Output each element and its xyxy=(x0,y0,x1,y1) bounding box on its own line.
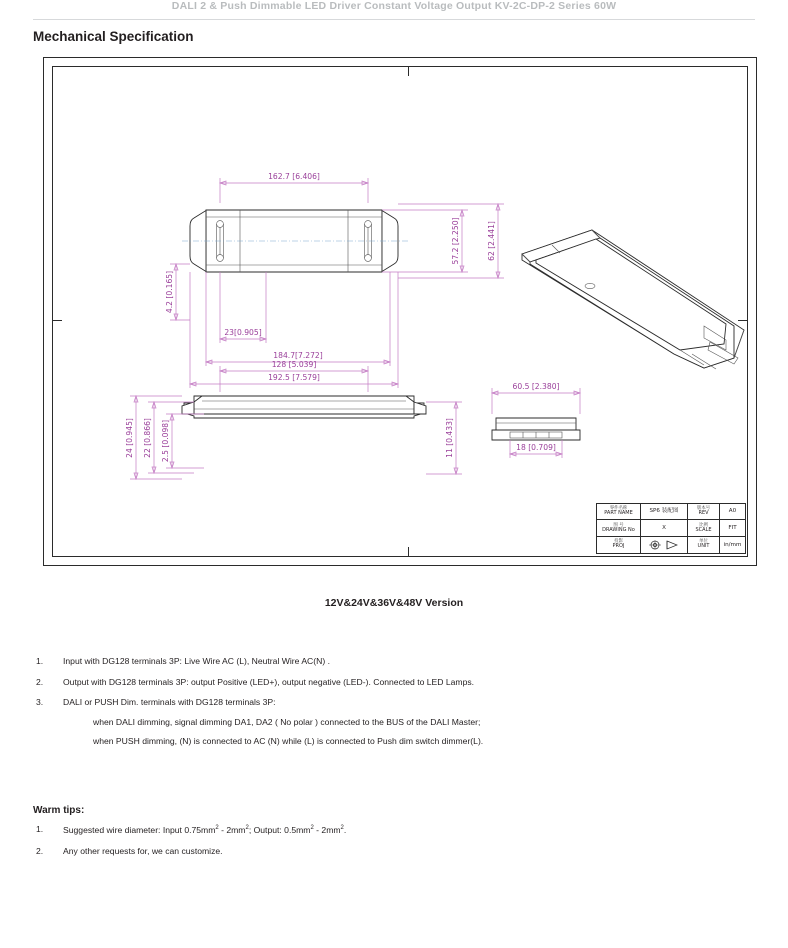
svg-text:57.2 [2.250]: 57.2 [2.250] xyxy=(451,217,460,265)
side-view-body xyxy=(182,396,426,418)
rev-value: A0 xyxy=(728,508,737,515)
tip-text-suffix: . xyxy=(343,824,347,835)
title-block-rev-label xyxy=(688,504,720,519)
top-view-body xyxy=(182,210,408,272)
note-subline: when DALI dimming, signal dimming DA1, DA2 ( No polar ) connected to the BUS of the DALI Master; xyxy=(93,716,481,727)
tip-text-prefix: Any other requests for, we can customize. xyxy=(63,846,223,857)
proj-cn: 投影 xyxy=(614,539,623,545)
title-block-row-drawingno xyxy=(597,520,745,536)
rev-en: REV xyxy=(698,510,709,517)
drawing-no-value: X xyxy=(662,524,666,531)
svg-text:192.5 [7.579]: 192.5 [7.579] xyxy=(268,373,320,382)
version-caption: 12V&24V&36V&48V Version xyxy=(324,597,464,609)
scale-cn: 比例 xyxy=(699,522,708,528)
svg-text:2.5 [0.098]: 2.5 [0.098] xyxy=(161,419,170,463)
part-name-cn: 零件名称 xyxy=(609,506,628,512)
document-header xyxy=(0,0,788,20)
svg-text:22 [0.866]: 22 [0.866] xyxy=(143,418,152,458)
unit-en: UNIT xyxy=(697,543,710,550)
svg-text:18 [0.709]: 18 [0.709] xyxy=(516,443,556,452)
svg-text:24 [0.945]: 24 [0.945] xyxy=(125,418,134,458)
list-item xyxy=(33,656,733,668)
tip-sup-1: 2 xyxy=(215,825,219,831)
note-text: Output with DG128 terminals 3P: output Positive (LED+), output negative (LED-). Connected to LED Lamps. xyxy=(63,676,475,687)
svg-text:184.7[7.272]: 184.7[7.272] xyxy=(273,351,323,360)
scale-value: FIT xyxy=(728,524,737,531)
tip-number: 2. xyxy=(36,846,44,857)
note-text: Input with DG128 terminals 3P: Live Wire AC (L), Neutral Wire AC(N) . xyxy=(63,656,330,666)
tip-text-mid3: - 2mm xyxy=(313,824,341,835)
svg-text:11 [0.433]: 11 [0.433] xyxy=(445,418,454,458)
note-text: DALI or PUSH Dim. terminals with DG128 terminals 3P: xyxy=(63,697,276,708)
title-block-part-name-value xyxy=(641,504,688,519)
svg-text:23[0.905]: 23[0.905] xyxy=(224,328,262,337)
tip-text-prefix: Suggested wire diameter: Input 0.75mm xyxy=(63,824,216,835)
list-item xyxy=(33,677,733,689)
unit-value: in/mm xyxy=(723,541,742,548)
document-header-title: DALI 2 & Push Dimmable LED Driver Constant Voltage Output KV-2C-DP-2 Series 60W xyxy=(171,0,617,12)
warm-tips-list xyxy=(33,824,733,868)
drawing-title-block xyxy=(596,503,746,554)
notes-list xyxy=(33,656,733,757)
title-block-proj-symbol xyxy=(641,537,688,553)
technical-drawing-svg xyxy=(44,58,756,565)
list-item xyxy=(33,846,733,858)
projection-symbol-icon xyxy=(647,540,681,550)
title-block-part-name-label xyxy=(597,504,641,519)
mechanical-drawing-frame xyxy=(43,57,757,566)
title-block-proj-label xyxy=(597,537,641,553)
page-title: Mechanical Specification xyxy=(33,29,194,44)
header-divider xyxy=(33,19,755,20)
proj-en: PROJ xyxy=(612,543,625,550)
drawing-no-cn: 图 号 xyxy=(613,522,624,528)
list-item xyxy=(33,697,733,748)
svg-text:128 [5.039]: 128 [5.039] xyxy=(271,360,317,369)
tip-text-mid2: ; Output: 0.5mm xyxy=(248,824,311,835)
title-block-row-proj xyxy=(597,537,745,553)
title-block-row-part xyxy=(597,504,745,520)
rev-cn: 版本号 xyxy=(696,506,711,512)
part-name-value: SP6 装配图 xyxy=(649,508,679,515)
svg-text:4.2 [0.165]: 4.2 [0.165] xyxy=(165,270,174,314)
top-view-dimension-lines xyxy=(165,172,504,388)
scale-en: SCALE xyxy=(695,526,712,533)
title-block-drawing-no-value xyxy=(641,520,688,535)
front-view-body xyxy=(492,418,580,440)
svg-text:162.7 [6.406]: 162.7 [6.406] xyxy=(268,172,320,181)
title-block-scale-value xyxy=(720,520,745,535)
svg-text:62 [2.441]: 62 [2.441] xyxy=(487,221,496,261)
title-block-rev-value xyxy=(720,504,745,519)
title-block-scale-label xyxy=(688,520,720,535)
note-number: 1. xyxy=(36,656,44,666)
unit-cn: 单位 xyxy=(699,539,708,545)
tip-text-mid: - 2mm xyxy=(218,824,246,835)
warm-tips-title: Warm tips: xyxy=(33,805,85,816)
drawing-no-en: DRAWING No xyxy=(602,526,635,533)
isometric-view-body xyxy=(522,230,744,369)
note-number: 3. xyxy=(36,697,44,708)
note-number: 2. xyxy=(36,676,44,687)
title-block-drawing-no-label xyxy=(597,520,641,535)
svg-text:60.5 [2.380]: 60.5 [2.380] xyxy=(512,382,560,391)
tip-sup-3: 2 xyxy=(310,825,314,831)
list-item xyxy=(33,824,733,836)
note-subline: when PUSH dimming, (N) is connected to AC (N) while (L) is connected to Push dim switch dimmer(L). xyxy=(93,736,484,747)
tip-number: 1. xyxy=(36,824,44,834)
part-name-en: PART NAME xyxy=(604,510,633,517)
tip-sup-4: 2 xyxy=(340,825,344,831)
title-block-unit-label xyxy=(688,537,720,553)
title-block-unit-value xyxy=(720,537,745,553)
tip-sup-2: 2 xyxy=(245,825,249,831)
